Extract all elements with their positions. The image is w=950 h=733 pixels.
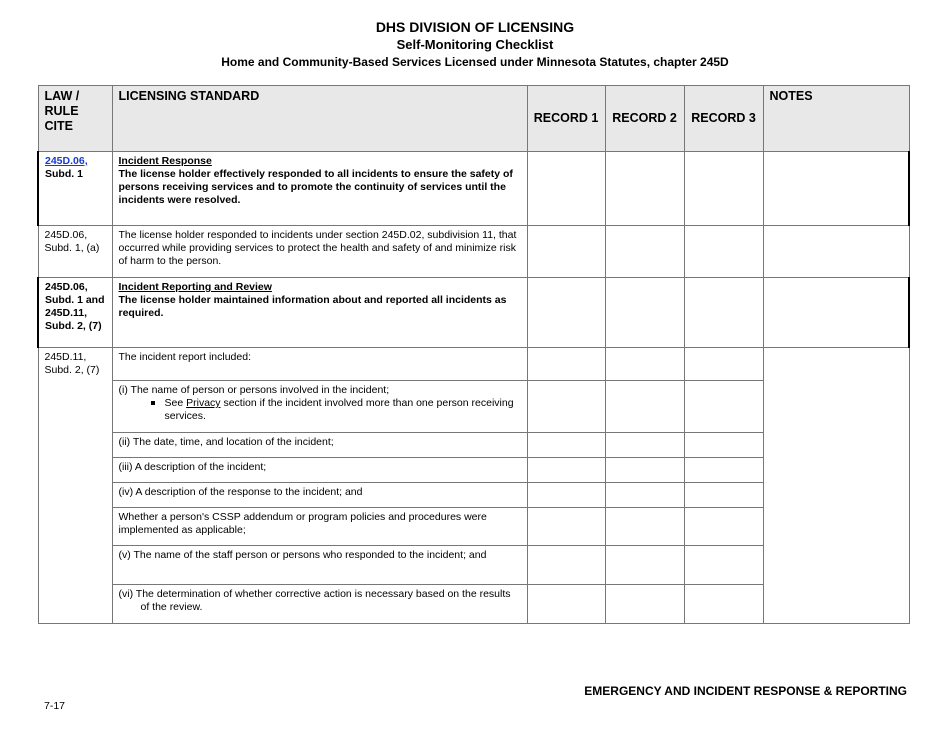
record1-cell[interactable]: [527, 226, 605, 278]
standard-text: The license holder effectively responded to all incidents to ensure the safety of persons receiving services and to promote the continuity of services until the incidents were resolved.: [118, 168, 513, 206]
cite-subdivision: Subd. 1: [45, 168, 83, 180]
standard-heading: Incident Reporting and Review: [118, 281, 272, 293]
checklist-table: [37, 85, 910, 624]
standard-cell: (ii) The date, time, and location of the incident;: [112, 433, 527, 458]
record2-cell[interactable]: [605, 152, 684, 226]
record1-cell[interactable]: [527, 585, 605, 624]
record2-cell[interactable]: [605, 381, 684, 433]
record3-cell[interactable]: [684, 483, 763, 508]
privacy-link[interactable]: Privacy: [186, 397, 221, 409]
record1-cell[interactable]: [527, 546, 605, 585]
standard-cell: (vi) The determination of whether corrective action is necessary based on the results of the review.: [112, 585, 527, 624]
table-row: [38, 278, 909, 348]
table-row: [38, 152, 909, 226]
standard-cell: (iii) A description of the incident;: [112, 458, 527, 483]
document-subtitle: Self-Monitoring Checklist: [396, 37, 554, 52]
col-header-record1: RECORD 1: [527, 86, 605, 152]
record1-cell[interactable]: [527, 348, 605, 381]
cite-cell: 245D.06, Subd. 1 and 245D.11, Subd. 2, (7): [38, 278, 112, 348]
standard-cell: [112, 152, 527, 226]
record2-cell[interactable]: [605, 546, 684, 585]
bullet-square-icon: [151, 401, 155, 405]
notes-cell[interactable]: [763, 226, 909, 278]
cite-cell: 245D.06, Subd. 1, (a): [38, 226, 112, 278]
notes-cell[interactable]: [763, 278, 909, 348]
section-title: EMERGENCY AND INCIDENT RESPONSE & REPORTING: [584, 684, 907, 698]
item-i: (i) The name of person or persons involved in the incident;: [118, 384, 390, 396]
document-title: DHS DIVISION OF LICENSING: [375, 19, 575, 35]
table-header-row: [38, 86, 909, 152]
document-description: Home and Community-Based Services Licensed under Minnesota Statutes, chapter 245D: [221, 55, 729, 69]
record1-cell[interactable]: [527, 278, 605, 348]
record2-cell[interactable]: [605, 226, 684, 278]
cite-cell: [38, 152, 112, 226]
record3-cell[interactable]: [684, 508, 763, 546]
standard-cell: (v) The name of the staff person or persons who responded to the incident; and: [112, 546, 527, 585]
notes-cell[interactable]: [763, 152, 909, 226]
record2-cell[interactable]: [605, 585, 684, 624]
record1-cell[interactable]: [527, 433, 605, 458]
col-header-record3: RECORD 3: [684, 86, 763, 152]
record3-cell[interactable]: [684, 348, 763, 381]
record1-cell[interactable]: [527, 483, 605, 508]
col-header-notes: NOTES: [763, 86, 909, 152]
record2-cell[interactable]: [605, 348, 684, 381]
standard-cell: (iv) A description of the response to the incident; and: [112, 483, 527, 508]
record1-cell[interactable]: [527, 458, 605, 483]
table-row: [38, 348, 909, 381]
record3-cell[interactable]: [684, 458, 763, 483]
cite-cell: 245D.11, Subd. 2, (7): [38, 348, 112, 624]
standard-text: The license holder maintained information about and reported all incidents as required.: [118, 294, 507, 319]
record3-cell[interactable]: [684, 546, 763, 585]
statute-link[interactable]: 245D.06,: [45, 155, 88, 167]
standard-heading: Incident Response: [118, 155, 212, 167]
standard-cell: Whether a person's CSSP addendum or program policies and procedures were implemented as applicable;: [112, 508, 527, 546]
notes-cell[interactable]: [763, 348, 909, 624]
col-header-record2: RECORD 2: [605, 86, 684, 152]
record2-cell[interactable]: [605, 278, 684, 348]
record3-cell[interactable]: [684, 433, 763, 458]
standard-cell: The license holder responded to incidents under section 245D.02, subdivision 11, that occurred while providing services to protect the health and safety of and minimize risk of harm to the person.: [112, 226, 527, 278]
col-header-standard: LICENSING STANDARD: [112, 86, 527, 152]
bullet-item: See Privacy section if the incident involved more than one person receiving services.: [119, 397, 522, 423]
record3-cell[interactable]: [684, 585, 763, 624]
record1-cell[interactable]: [527, 152, 605, 226]
standard-cell: The incident report included:: [112, 348, 527, 381]
table-row: [38, 226, 909, 278]
record3-cell[interactable]: [684, 226, 763, 278]
standard-cell: [112, 381, 527, 433]
record2-cell[interactable]: [605, 433, 684, 458]
record3-cell[interactable]: [684, 152, 763, 226]
record2-cell[interactable]: [605, 483, 684, 508]
page-number: 7-17: [44, 700, 66, 712]
record2-cell[interactable]: [605, 508, 684, 546]
record2-cell[interactable]: [605, 458, 684, 483]
record3-cell[interactable]: [684, 278, 763, 348]
col-header-law: LAW / RULE CITE: [38, 86, 112, 152]
record1-cell[interactable]: [527, 508, 605, 546]
record3-cell[interactable]: [684, 381, 763, 433]
standard-cell: [112, 278, 527, 348]
record1-cell[interactable]: [527, 381, 605, 433]
